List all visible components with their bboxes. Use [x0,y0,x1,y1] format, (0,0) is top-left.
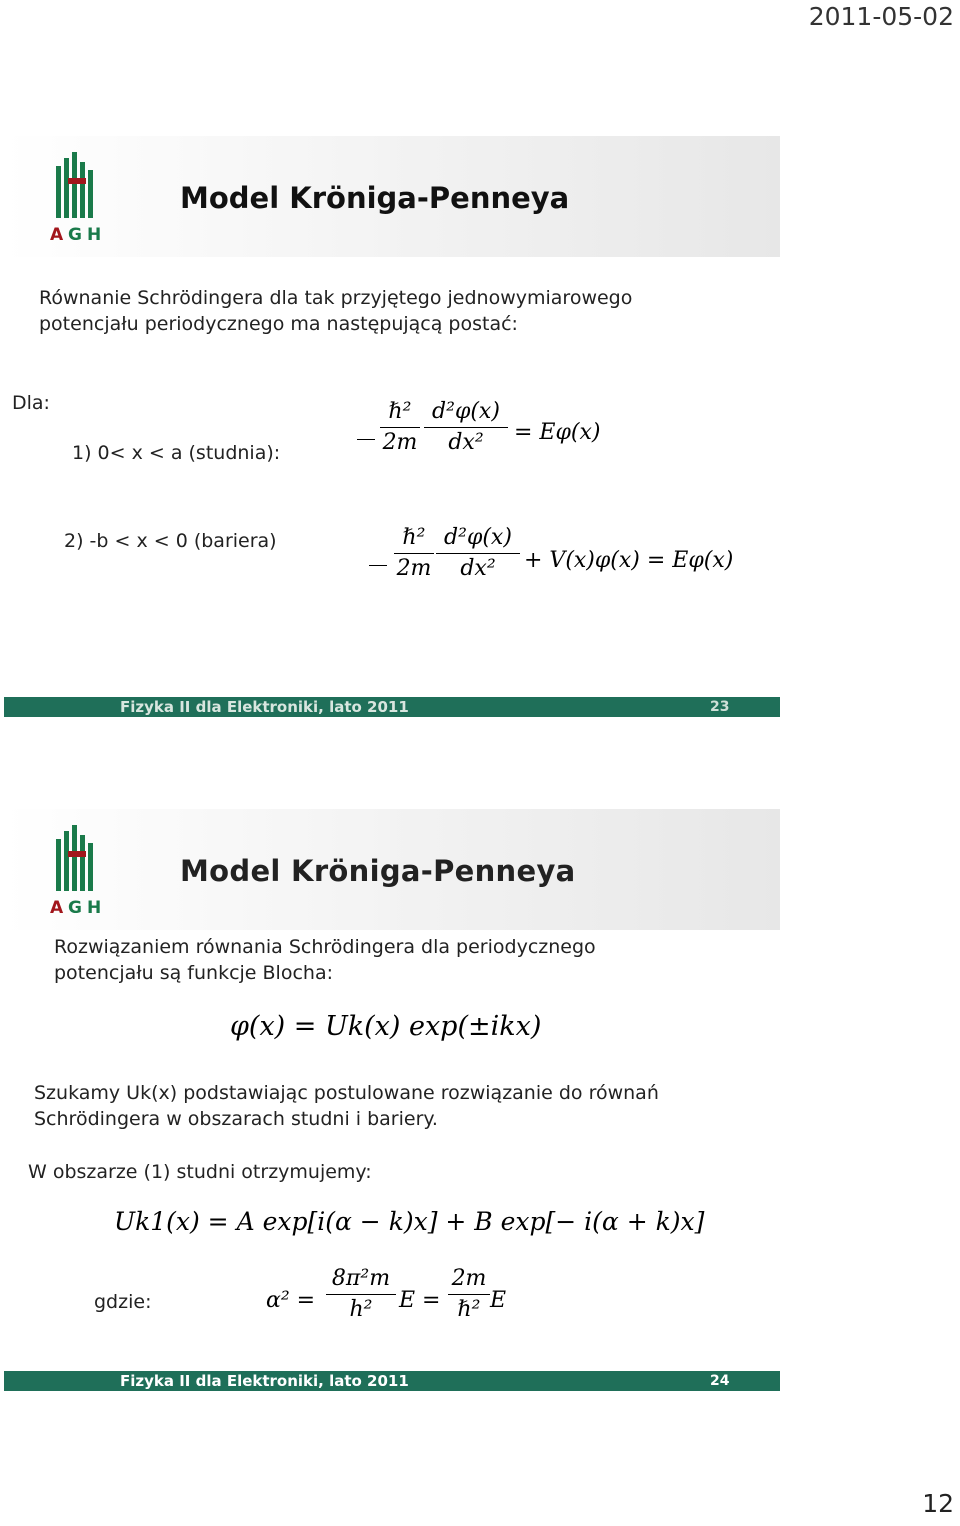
intro-line-2: potencjału periodycznego ma następującą postać: [39,313,518,335]
slide-footer [4,1371,780,1391]
case-1-label: 1) 0< x < a (studnia): [72,442,281,464]
svg-text:H: H [87,225,102,244]
intro-line-1: Równanie Schrödingera dla tak przyjętego jednowymiarowego [39,287,633,309]
slide-footer [4,697,780,717]
slide-23 [4,136,780,717]
svg-text:A: A [50,898,64,917]
intro-line-1: Rozwiązaniem równania Schrödingera dla periodycznego [54,936,596,958]
minus-sign [357,439,375,440]
slide-title: Model Kröniga-Penneya [180,181,570,215]
denominator: 2m [396,556,432,581]
gdzie-label: gdzie: [94,1291,152,1313]
dla-label: Dla: [12,392,50,414]
bloch-equation: φ(x) = Uk(x) exp(±ikx) [230,1011,542,1042]
slide-title: Model Kröniga-Penneya [180,854,576,888]
footer-text: Fizyka II dla Elektroniki, lato 2011 [120,698,409,716]
denominator: dx² [460,556,496,581]
numerator: d²φ(x) [444,525,512,550]
svg-text:G: G [68,898,82,917]
denominator: h² [349,1297,373,1322]
agh-logo-icon [48,821,108,917]
page-number: 12 [922,1489,954,1518]
search-line-2: Schrödingera w obszarach studni i bariery. [34,1108,438,1130]
numerator: 8π²m [331,1266,391,1291]
slide-header [4,136,780,257]
fraction-bar [394,553,434,554]
print-date: 2011-05-02 [808,2,954,31]
eq2-rhs: + V(x)φ(x) = Eφ(x) [524,548,734,573]
denominator: dx² [448,430,484,455]
second-derivative-fraction [436,526,520,581]
numerator: 2m [451,1266,487,1291]
intro-line-2: potencjału są funkcje Blocha: [54,962,333,984]
hbar-over-2m-fraction [380,400,420,455]
agh-logo-icon [48,148,108,244]
footer-text: Fizyka II dla Elektroniki, lato 2011 [120,1372,409,1390]
hbar-over-2m-fraction [394,526,434,581]
fraction-bar [326,1294,396,1295]
mass-over-hbar-fraction [448,1267,490,1322]
denominator: 2m [382,430,418,455]
energy-equals: E = [399,1288,441,1313]
case-2-label: 2) -b < x < 0 (bariera) [64,530,277,552]
planck-fraction [326,1267,396,1322]
slide-24 [4,809,780,1391]
energy-symbol: E [490,1288,507,1313]
slide-header [4,809,780,930]
fraction-bar [448,1294,490,1295]
region-text: W obszarze (1) studni otrzymujemy: [28,1161,372,1183]
second-derivative-fraction [424,400,508,455]
search-line-1: Szukamy Uk(x) podstawiając postulowane rozwiązanie do równań [34,1082,659,1104]
fraction-bar [424,427,508,428]
slide-number: 24 [710,1373,730,1389]
eq1-rhs: = Eφ(x) [514,420,601,445]
minus-sign [369,565,387,566]
denominator: ℏ² [457,1297,481,1322]
svg-text:G: G [68,225,82,244]
fraction-bar [380,427,420,428]
numerator: ℏ² [402,525,426,550]
slide-number: 23 [710,699,730,715]
svg-text:A: A [50,225,64,244]
uk1-equation: Uk1(x) = A exp[i(α − k)x] + B exp[− i(α + k)x] [114,1207,705,1236]
alpha-squared: α² = [266,1288,316,1313]
fraction-bar [436,553,520,554]
numerator: d²φ(x) [432,399,500,424]
numerator: ℏ² [388,399,412,424]
svg-text:H: H [87,898,102,917]
